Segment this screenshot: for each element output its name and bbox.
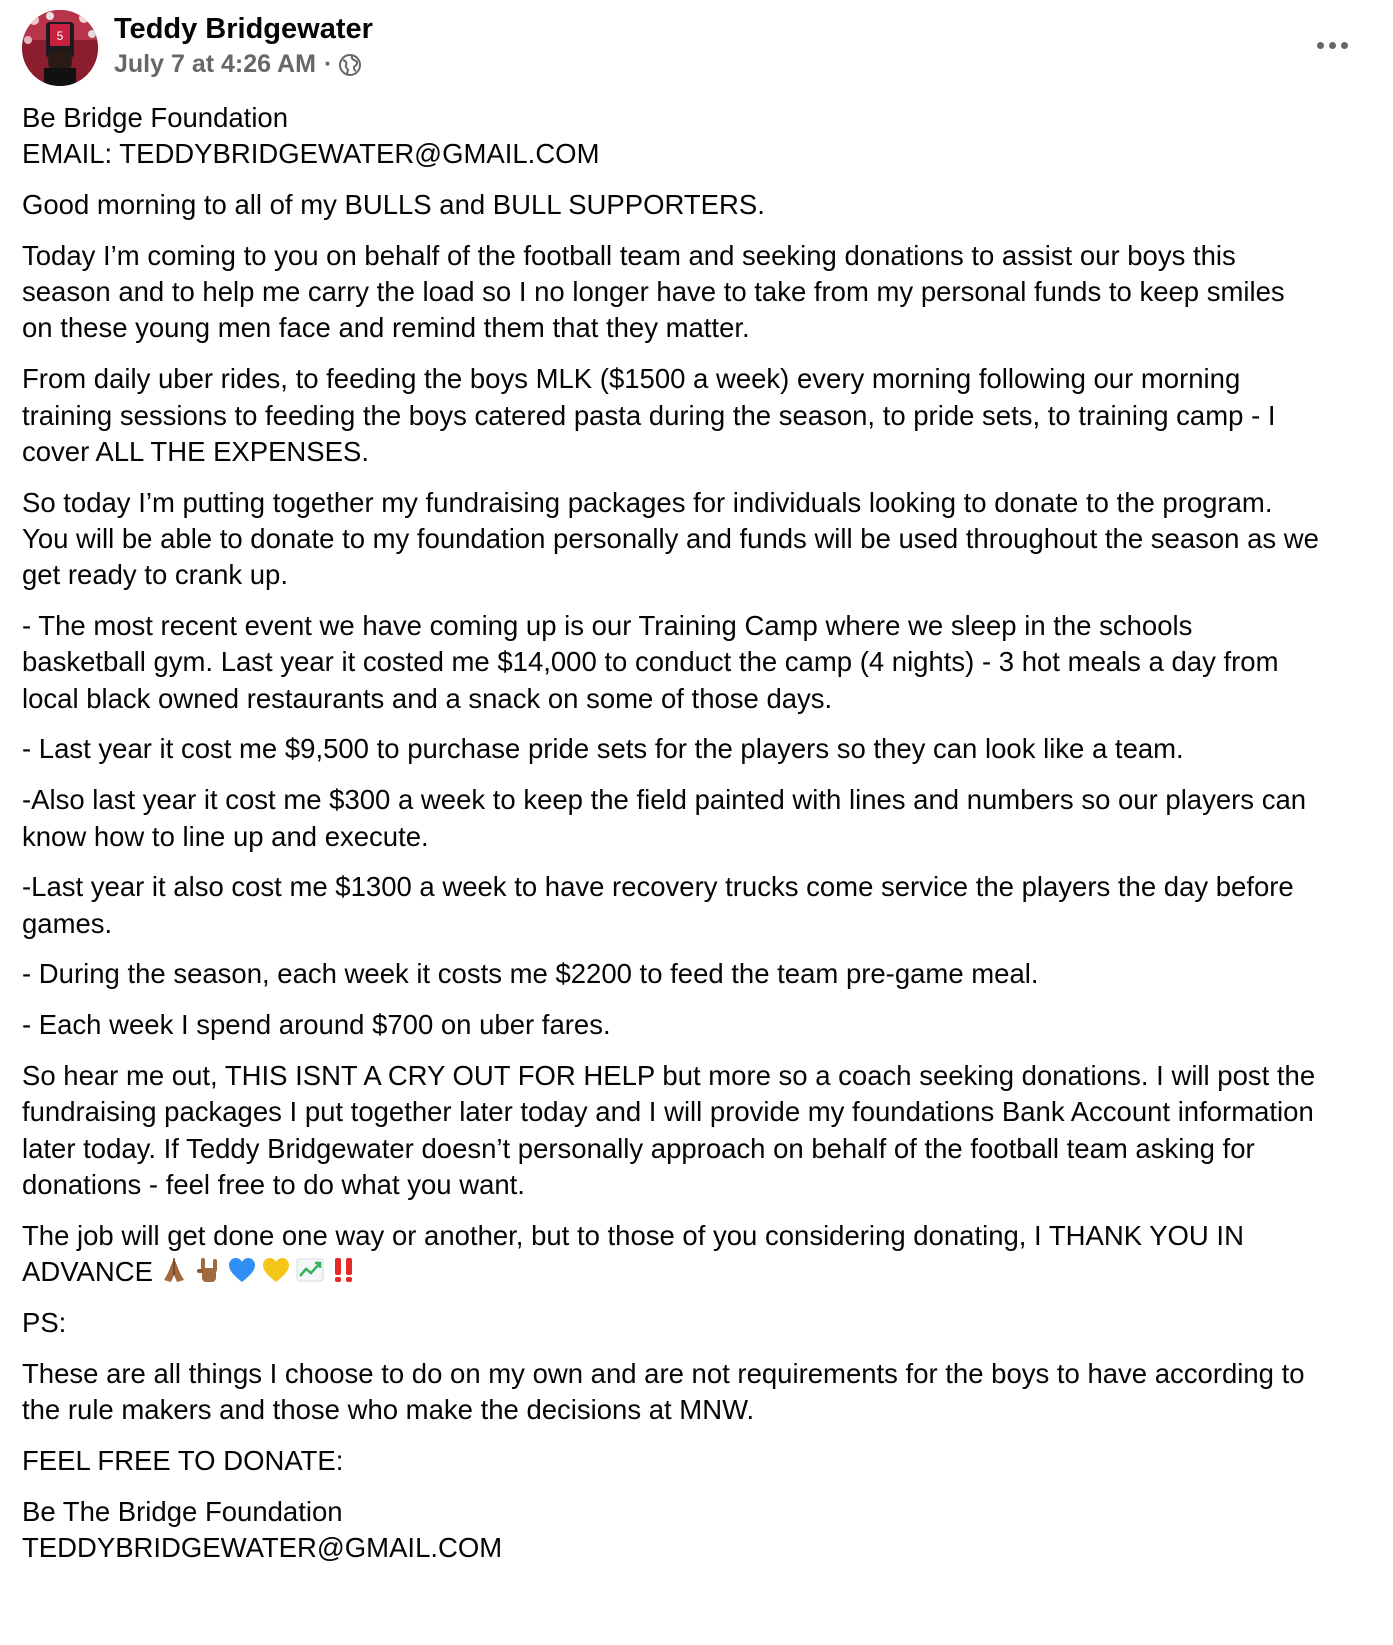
thank-you-text: The job will get done one way or another, but to those of you considering donating, I THANK YOU IN ADVANCE xyxy=(22,1219,1244,1288)
more-options-button[interactable] xyxy=(1302,28,1362,62)
meta-separator: · xyxy=(323,50,333,78)
contact-email-footer: TEDDYBRIDGEWATER@GMAIL.COM xyxy=(22,1531,503,1563)
post-paragraph: From daily uber rides, to feeding the boys MLK ($1500 a week) every morning following our morning training sessions to feeding the boys catered pasta during the season, to pride sets, to training camp - I cover ALL THE EXPENSES. xyxy=(22,363,1276,467)
emoji-row xyxy=(159,1255,363,1285)
post-text xyxy=(22,100,1322,1581)
blue-heart-emoji xyxy=(227,1255,257,1285)
chart-increasing-emoji xyxy=(295,1255,325,1285)
post-paragraph xyxy=(22,1494,1322,1567)
post-meta xyxy=(114,50,362,79)
author-name[interactable]: Teddy Bridgewater xyxy=(114,13,373,45)
post-paragraph: -Also last year it cost me $300 a week to keep the field painted with lines and numbers so our players can know how to line up and execute. xyxy=(22,784,1307,852)
post-paragraph: - Each week I spend around $700 on uber fares. xyxy=(22,1009,611,1041)
avatar[interactable] xyxy=(22,10,98,86)
post-timestamp[interactable]: July 7 at 4:26 AM xyxy=(114,50,316,78)
foundation-name-footer: Be The Bridge Foundation xyxy=(22,1495,343,1527)
post-paragraph: So today I’m putting together my fundraising packages for individuals looking to donate to the program. You will be able to donate to my foundation personally and funds will be used throughout the season as we get ready to crank up. xyxy=(22,486,1319,591)
more-options-icon xyxy=(1317,42,1324,49)
folded-hands-emoji xyxy=(159,1255,189,1285)
foundation-name: Be Bridge Foundation xyxy=(22,102,289,133)
post-paragraph: So hear me out, THIS ISNT A CRY OUT FOR HELP but more so a coach seeking donations. I will post the fundraising packages I put together later today and I will provide my foundations Bank Account information later today. If Teddy Bridgewater doesn’t personally approach on behalf of the football team asking for donations - feel free to do what you want. xyxy=(22,1060,1316,1200)
post-paragraph: FEEL FREE TO DONATE: xyxy=(22,1444,344,1476)
svg-text:5: 5 xyxy=(56,29,64,43)
post-paragraph xyxy=(22,1218,1322,1291)
post-paragraph: - During the season, each week it costs me $2200 to feed the team pre-game meal. xyxy=(22,958,1039,990)
post-paragraph: - Last year it cost me $9,500 to purchase pride sets for the players so they can look like a team. xyxy=(22,733,1184,765)
double-exclamation-emoji xyxy=(329,1255,359,1285)
yellow-heart-emoji xyxy=(261,1255,291,1285)
contact-email: EMAIL: TEDDYBRIDGEWATER@GMAIL.COM xyxy=(22,138,600,170)
post-header xyxy=(22,10,1362,90)
globe-icon[interactable] xyxy=(338,53,362,77)
post-paragraph: Good morning to all of my BULLS and BULL SUPPORTERS. xyxy=(22,189,765,221)
post-paragraph xyxy=(22,100,1322,173)
post-paragraph: -Last year it also cost me $1300 a week to have recovery trucks come service the players the day before games. xyxy=(22,871,1294,939)
post-paragraph: These are all things I choose to do on my own and are not requirements for the boys to have according to the rule makers and those who make the decisions at MNW. xyxy=(22,1357,1305,1425)
sign-of-horns-emoji xyxy=(193,1255,223,1285)
post-paragraph: PS: xyxy=(22,1306,67,1338)
post-paragraph: Today I’m coming to you on behalf of the football team and seeking donations to assist our boys this season and to help me carry the load so I no longer have to take from my personal funds to keep smiles on these young men face and remind them that they matter. xyxy=(22,239,1285,344)
post-paragraph: - The most recent event we have coming up is our Training Camp where we sleep in the schools basketball gym. Last year it costed me $14,000 to conduct the camp (4 nights) - 3 hot meals a day from local black owned restaurants and a snack on some of those days. xyxy=(22,610,1279,714)
profile-photo-icon xyxy=(22,10,98,86)
